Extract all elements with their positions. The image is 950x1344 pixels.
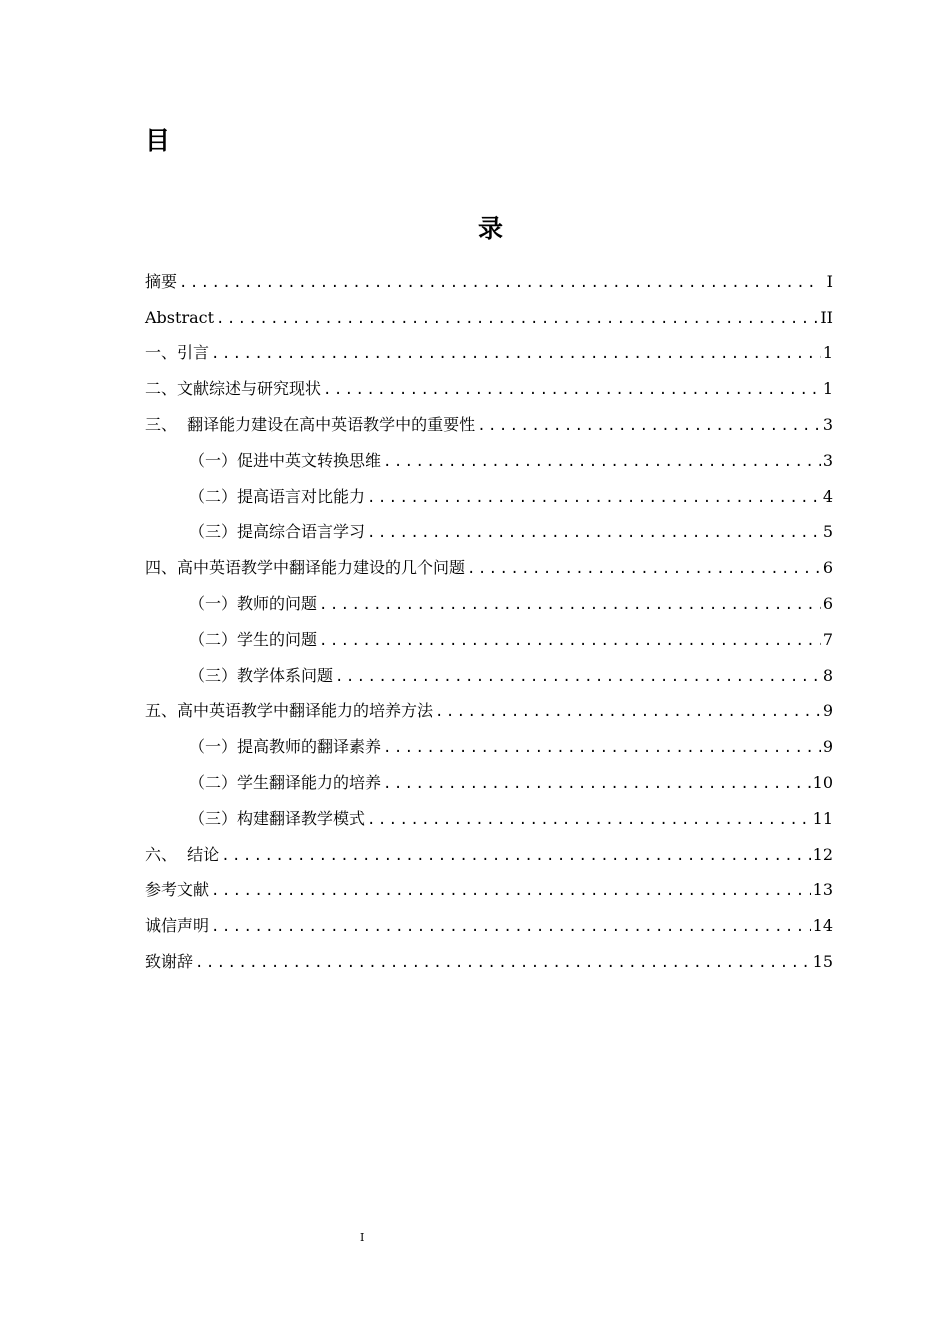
toc-leader-dots [367,491,821,505]
toc-entry-label: （二）提高语言对比能力 [189,486,366,506]
toc-entry-page: 6 [822,558,833,578]
toc-entry-page: 11 [812,808,833,828]
toc-entry-page: Ⅰ [826,271,833,291]
toc-entry-label: 诚信声明 [145,916,210,936]
toc-entry-page: 10 [812,773,833,793]
toc-entry-label: 四、高中英语教学中翻译能力建设的几个问题 [145,558,466,578]
toc-leader-dots [323,383,821,397]
toc-entry-page: 4 [822,486,833,506]
toc-entry-introduction[interactable] [145,336,833,372]
toc-entry-page: 5 [822,522,833,542]
toc-entry-section-4-3[interactable] [145,658,833,694]
toc-entry-page: 7 [822,629,833,649]
toc-entry-label: （二）学生的问题 [189,629,318,649]
toc-entry-label: 二、文献综述与研究现状 [145,379,322,399]
toc-leader-dots [367,813,811,827]
toc-entry-references[interactable] [145,873,833,909]
toc-entry-page: 13 [812,880,833,900]
toc-entry-section-3[interactable] [145,407,833,443]
toc-leader-dots [383,455,821,469]
toc-entry-section-3-1[interactable] [145,443,833,479]
toc-entry-page: II [820,307,833,327]
toc-entry-page: 3 [822,450,833,470]
toc-entry-page: 1 [822,343,833,363]
toc-entry-page: 9 [822,701,833,721]
toc-leader-dots [216,312,818,326]
toc-entry-label: （三）教学体系问题 [189,665,334,685]
toc-entry-section-4-2[interactable] [145,622,833,658]
toc-entry-abstract-en[interactable] [145,300,833,336]
toc-leader-dots [211,884,811,898]
toc-entry-label: 参考文献 [145,880,210,900]
toc-entry-conclusion[interactable] [145,837,833,873]
toc-entry-page: 9 [822,737,833,757]
toc-entry-page: 6 [822,594,833,614]
toc-entry-section-4-1[interactable] [145,586,833,622]
toc-leader-dots [221,849,810,863]
toc-entry-label: 致谢辞 [145,952,194,972]
toc-heading-char-2: 录 [478,214,504,243]
toc-entry-acknowledgements[interactable] [145,944,833,980]
toc-entry-section-3-3[interactable] [145,515,833,551]
toc-entry-abstract-cn[interactable] [145,264,833,300]
toc-entry-page: 15 [812,952,833,972]
footer-page-number: I [360,1231,365,1244]
toc-leader-dots [211,920,811,934]
table-of-contents [145,264,833,980]
toc-entry-integrity-statement[interactable] [145,908,833,944]
toc-leader-dots [179,276,821,290]
toc-entry-label: 一、引言 [145,343,210,363]
toc-entry-page: 14 [812,916,833,936]
toc-entry-label: （三）提高综合语言学习 [189,522,366,542]
toc-entry-section-5-2[interactable] [145,765,833,801]
toc-entry-section-4[interactable] [145,550,833,586]
toc-entry-section-5[interactable] [145,694,833,730]
toc-leader-dots [477,419,821,433]
toc-entry-page: 3 [822,415,833,435]
toc-leader-dots [383,741,821,755]
toc-leader-dots [319,598,821,612]
toc-entry-label: 五、高中英语教学中翻译能力的培养方法 [145,701,434,721]
toc-entry-label: 摘要 [145,271,178,291]
toc-entry-literature-review[interactable] [145,371,833,407]
toc-entry-label: （三）构建翻译教学模式 [189,808,366,828]
toc-entry-section-5-3[interactable] [145,801,833,837]
toc-entry-label: （一）教师的问题 [189,594,318,614]
toc-leader-dots [211,347,821,361]
toc-leader-dots [319,634,821,648]
toc-entry-section-3-2[interactable] [145,479,833,515]
toc-entry-page: 1 [822,379,833,399]
toc-leader-dots [195,956,811,970]
toc-leader-dots [335,670,821,684]
toc-entry-label: （一）促进中英文转换思维 [189,450,382,470]
toc-leader-dots [383,777,811,791]
toc-entry-label: 六、 结论 [145,844,220,864]
toc-leader-dots [435,705,821,719]
toc-entry-page: 12 [812,844,833,864]
toc-leader-dots [467,562,821,576]
toc-leader-dots [367,526,821,540]
toc-entry-label: 三、 翻译能力建设在高中英语教学中的重要性 [145,415,476,435]
toc-entry-section-5-1[interactable] [145,729,833,765]
toc-entry-label: （二）学生翻译能力的培养 [189,773,382,793]
toc-entry-label: （一）提高教师的翻译素养 [189,737,382,757]
toc-entry-label: Abstract [145,307,215,327]
toc-heading-char-1: 目 [145,126,171,155]
toc-entry-page: 8 [822,665,833,685]
